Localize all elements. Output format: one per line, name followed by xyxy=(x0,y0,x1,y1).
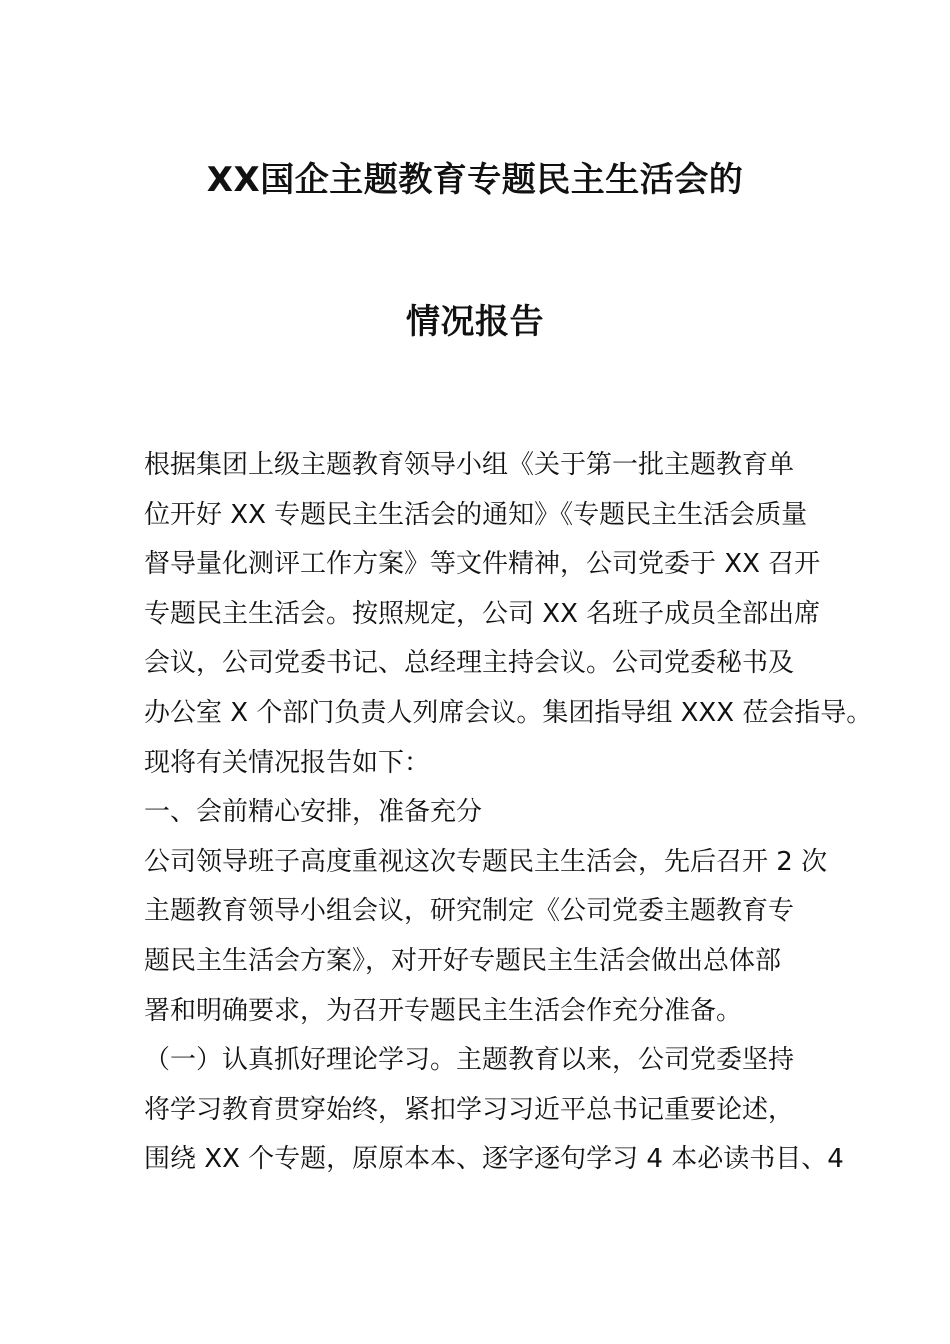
body-line: 位开好 XX 专题民主生活会的通知》《专题民主生活会质量 xyxy=(144,499,808,530)
body-line: 公司领导班子高度重视这次专题民主生活会，先后召开 2 次 xyxy=(144,846,828,877)
subsection-line: （一）认真抓好理论学习。主题教育以来，公司党委坚持 xyxy=(144,1045,795,1076)
body-line: 现将有关情况报告如下： xyxy=(144,747,431,778)
body-line: 将学习教育贯穿始终，紧扣学习习近平总书记重要论述， xyxy=(144,1094,795,1125)
document-title-line-1: XX国企主题教育专题民主生活会的 xyxy=(206,160,744,200)
body-line: 会议，公司党委书记、总经理主持会议。公司党委秘书及 xyxy=(144,648,795,679)
body-line: 根据集团上级主题教育领导小组《关于第一批主题教育单 xyxy=(144,450,795,480)
body-line: 题民主生活会方案》，对开好专题民主生活会做出总体部 xyxy=(144,945,782,976)
body-line: 署和明确要求，为召开专题民主生活会作充分准备。 xyxy=(144,995,743,1026)
body-line: 办公室 X 个部门负责人列席会议。集团指导组 XXX 莅会指导。 xyxy=(144,697,873,728)
section-heading: 一、会前精心安排，准备充分 xyxy=(144,797,483,828)
body-line: 督导量化测评工作方案》等文件精神，公司党委于 XX 召开 xyxy=(144,549,821,580)
document-body xyxy=(144,441,873,1185)
body-line: 专题民主生活会。按照规定，公司 XX 名班子成员全部出席 xyxy=(144,598,821,629)
body-line: 主题教育领导小组会议，研究制定《公司党委主题教育专 xyxy=(144,896,795,927)
body-line: 围绕 XX 个专题，原原本本、逐字逐句学习 4 本必读书目、4 xyxy=(144,1144,844,1175)
document-title-line-2: 情况报告 xyxy=(406,302,544,342)
